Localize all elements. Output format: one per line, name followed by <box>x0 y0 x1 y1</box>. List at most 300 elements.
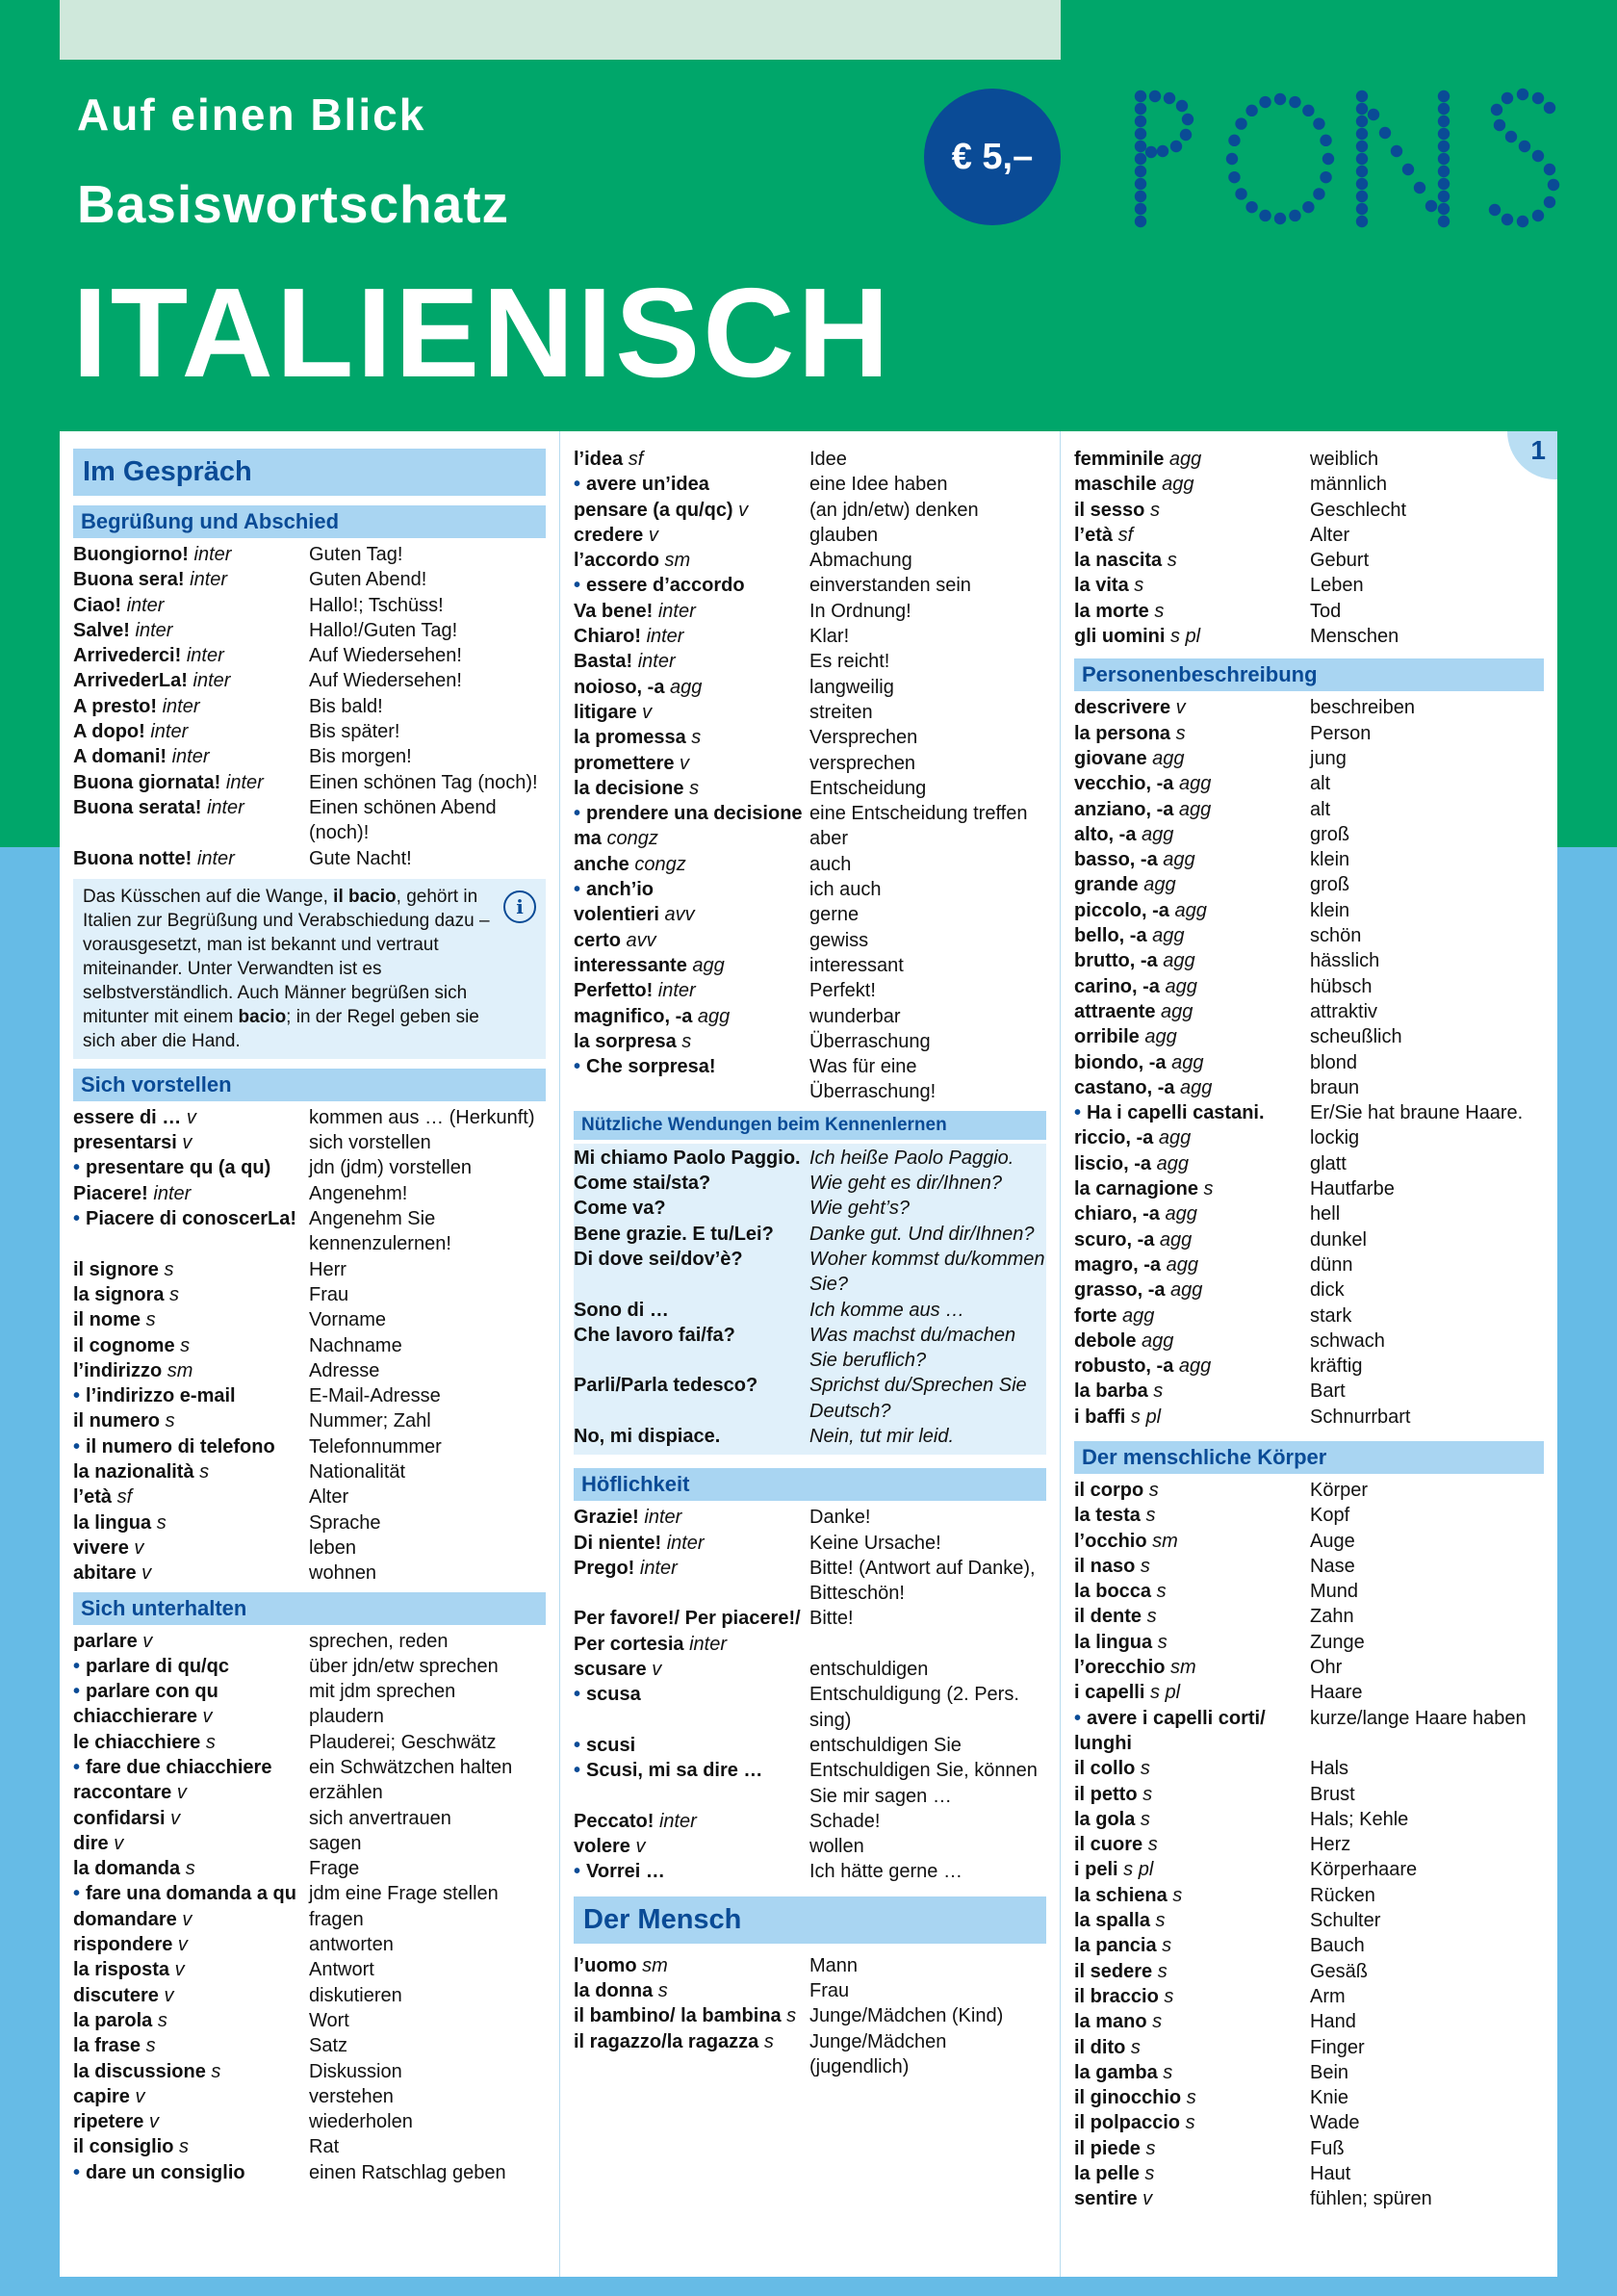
german-translation: Wie geht es dir/Ihnen? <box>809 1173 1002 1195</box>
german-translation: Schulter <box>1310 1910 1381 1932</box>
german-translation: Angenehm! <box>309 1182 408 1204</box>
german-translation: Angenehm Sie kennenzulernen! <box>309 1208 451 1255</box>
vocab-row <box>574 523 1046 548</box>
logo-dot <box>1438 116 1450 127</box>
bullet-icon: • <box>574 1056 581 1078</box>
german-translation: Abmachung <box>809 550 912 572</box>
logo-dot <box>1548 179 1559 191</box>
phrase-row <box>574 1196 1046 1221</box>
italian-term: la lingua s <box>73 1511 167 1534</box>
german-translation: Vorname <box>309 1309 387 1331</box>
vocab-row <box>1074 1176 1544 1201</box>
vocab-row <box>1074 1959 1544 1984</box>
vocab-row <box>1074 1908 1544 1933</box>
logo-dot <box>1135 216 1146 227</box>
vocab-row <box>1074 1933 1544 1958</box>
german-translation: Er/Sie hat braune Haare. <box>1310 1102 1524 1124</box>
vocab-row <box>1074 1604 1544 1629</box>
italian-term: magnifico, -a agg <box>574 1005 731 1027</box>
german-translation: ein Schwätzchen halten <box>309 1756 513 1778</box>
logo-dot <box>1149 90 1161 102</box>
german-translation: beschreiben <box>1310 697 1415 719</box>
vocab-row <box>73 1679 546 1704</box>
vocab-list <box>73 1105 546 1587</box>
italian-term: • Piacere di conoscerLa! <box>73 1208 296 1230</box>
german-translation: einen Ratschlag geben <box>309 2161 506 2183</box>
german-translation: Nachname <box>309 1334 402 1356</box>
logo-dot <box>1438 166 1450 177</box>
italian-term: • presentare qu (a qu) <box>73 1157 271 1179</box>
vocab-row <box>73 1831 546 1856</box>
italian-term: Arrivederci! inter <box>73 645 224 667</box>
german-translation: sagen <box>309 1832 362 1854</box>
vocab-row <box>73 1957 546 1982</box>
italian-term: biondo, -a agg <box>1074 1051 1204 1073</box>
german-translation: versprechen <box>809 752 916 774</box>
italian-term: la testa s <box>1074 1505 1156 1527</box>
logo-dot <box>1245 201 1257 213</box>
italian-term: certo avv <box>574 929 656 951</box>
german-translation: glatt <box>1310 1152 1347 1174</box>
vocab-row <box>73 1755 546 1780</box>
german-translation: Frau <box>309 1283 349 1305</box>
german-translation: alt <box>1310 798 1331 820</box>
vocab-row <box>1074 771 1544 796</box>
logo-dot <box>1170 141 1182 152</box>
italian-term: la frase s <box>73 2035 156 2057</box>
bullet-icon: • <box>73 1655 81 1677</box>
italian-term: la discussione s <box>73 2060 221 2082</box>
logo-dot <box>1491 104 1502 116</box>
italian-term: femminile agg <box>1074 449 1202 470</box>
italian-term: il collo s <box>1074 1758 1150 1780</box>
german-translation: Finger <box>1310 2036 1365 2058</box>
logo-dot <box>1438 153 1450 165</box>
logo-dot <box>1259 210 1270 221</box>
german-translation: Entschuldigung (2. Pers. sing) <box>809 1684 1019 1731</box>
german-translation: Idee <box>809 449 847 470</box>
german-translation: Arm <box>1310 1985 1346 2007</box>
german-translation: Wade <box>1310 2112 1360 2134</box>
logo-dot <box>1135 128 1146 140</box>
phrase-row <box>574 1424 1046 1449</box>
italian-term: Mi chiamo Paolo Paggio. <box>574 1147 801 1169</box>
german-translation: Nummer; Zahl <box>309 1410 431 1432</box>
logo-dot <box>1302 201 1314 213</box>
italian-term: • parlare con qu <box>73 1681 218 1703</box>
logo-dot <box>1356 103 1368 115</box>
german-translation: Geschlecht <box>1310 499 1407 521</box>
italian-term: la promessa s <box>574 727 702 749</box>
vocab-row <box>574 1054 1046 1105</box>
german-translation: kommen aus … (Herkunft) <box>309 1106 535 1128</box>
german-translation: Telefonnummer <box>309 1435 442 1458</box>
column-3 <box>1061 431 1557 2277</box>
vocab-row <box>574 751 1046 776</box>
german-translation: Schnurrbart <box>1310 1406 1411 1428</box>
logo-dot <box>1157 145 1168 157</box>
vocab-row <box>574 498 1046 523</box>
bullet-icon: • <box>574 879 581 901</box>
italian-term: debole agg <box>1074 1329 1174 1352</box>
italian-term: grasso, -a agg <box>1074 1279 1203 1302</box>
vocab-row <box>574 548 1046 573</box>
vocab-row <box>73 1932 546 1957</box>
logo-dot <box>1368 109 1379 120</box>
logo-dot <box>1135 203 1146 215</box>
italian-term: • essere d’accordo <box>574 575 745 597</box>
bullet-icon: • <box>574 1684 581 1706</box>
italian-term: liscio, -a agg <box>1074 1152 1189 1174</box>
italian-term: il cuore s <box>1074 1834 1158 1856</box>
italian-term: il piede s <box>1074 2137 1156 2159</box>
vocab-row <box>73 1881 546 1906</box>
logo-dot <box>1356 178 1368 190</box>
subsection-heading: Begrüßung und Abschied <box>73 505 546 538</box>
german-translation: Woher kommst du/kommen Sie? <box>809 1248 1045 1296</box>
logo-dot <box>1402 164 1414 175</box>
vocab-row <box>1074 1125 1544 1150</box>
logo-dot <box>1517 89 1528 100</box>
vocab-list <box>73 542 546 871</box>
logo-dot <box>1356 191 1368 202</box>
bullet-icon: • <box>73 1756 81 1778</box>
italian-term: maschile agg <box>1074 474 1194 496</box>
italian-term: robusto, -a agg <box>1074 1355 1212 1378</box>
logo-dot <box>1135 166 1146 177</box>
german-translation: aber <box>809 828 849 850</box>
german-translation: fragen <box>309 1908 364 1930</box>
logo-dot <box>1544 196 1555 208</box>
bullet-icon: • <box>574 1861 581 1883</box>
italian-term: anziano, -a agg <box>1074 798 1212 820</box>
italian-term: la spalla s <box>1074 1910 1166 1932</box>
italian-term: descrivere v <box>1074 697 1186 719</box>
italian-term: castano, -a agg <box>1074 1076 1213 1098</box>
german-translation: Haut <box>1310 2163 1351 2184</box>
vocab-row <box>73 1206 546 1257</box>
german-translation: diskutieren <box>309 1984 402 2006</box>
vocab-row <box>73 1780 546 1805</box>
german-translation: gewiss <box>809 929 869 951</box>
german-translation: Bitte! <box>809 1608 854 1630</box>
vocab-row <box>73 1561 546 1586</box>
italian-term: A dopo! inter <box>73 721 189 743</box>
vocab-row <box>1074 1655 1544 1680</box>
german-translation: Herz <box>1310 1834 1351 1856</box>
logo-dot <box>1180 129 1192 141</box>
german-translation: Plauderei; Geschwätz <box>309 1731 497 1753</box>
italian-term: Basta! inter <box>574 651 676 673</box>
vocab-row <box>73 618 546 643</box>
italian-term: ma congz <box>574 828 658 850</box>
logo-dot <box>1289 96 1300 108</box>
vocab-row <box>574 447 1046 472</box>
german-translation: wiederholen <box>309 2111 413 2133</box>
column-1 <box>60 431 560 2277</box>
german-translation: männlich <box>1310 474 1388 496</box>
vocabulary-sheet <box>60 431 1557 2277</box>
vocab-list <box>574 447 1046 1105</box>
italian-term: Per favore!/ Per piacere!/ Per cortesia inter <box>574 1608 801 1655</box>
section-heading: Im Gespräch <box>73 449 546 496</box>
vocab-row <box>574 1505 1046 1530</box>
vocab-row <box>1074 1201 1544 1226</box>
italian-term: Bene grazie. E tu/Lei? <box>574 1223 774 1245</box>
bullet-icon: • <box>73 1157 81 1179</box>
italian-term: • avere i capelli corti/ lunghi <box>1074 1707 1266 1754</box>
german-translation: E-Mail-Adresse <box>309 1385 441 1407</box>
german-translation: Versprechen <box>809 727 918 749</box>
italian-term: orribile agg <box>1074 1026 1177 1048</box>
vocab-row <box>1074 1227 1544 1252</box>
vocab-row <box>574 1004 1046 1029</box>
vocab-row <box>73 1434 546 1459</box>
vocab-row <box>73 795 546 846</box>
german-translation: schwach <box>1310 1329 1385 1352</box>
italian-term: il petto s <box>1074 1783 1153 1805</box>
bullet-icon: • <box>73 2161 81 2183</box>
german-translation: einverstanden sein <box>809 575 971 597</box>
logo-dot <box>1320 135 1331 146</box>
german-translation: Danke gut. Und dir/Ihnen? <box>809 1223 1035 1245</box>
italian-term: la parola s <box>73 2009 167 2031</box>
german-translation: über jdn/etw sprechen <box>309 1655 499 1677</box>
logo-dot <box>1356 153 1368 165</box>
vocab-row <box>73 593 546 618</box>
italian-term: basso, -a agg <box>1074 849 1195 871</box>
logo-dot <box>1245 105 1257 116</box>
german-translation: Leben <box>1310 575 1364 597</box>
italian-term: Perfetto! inter <box>574 980 696 1002</box>
italian-term: la persona s <box>1074 722 1186 744</box>
column-2 <box>560 431 1061 2277</box>
logo-dot <box>1228 171 1240 183</box>
vocab-row <box>1074 1277 1544 1303</box>
german-translation: Diskussion <box>309 2060 402 2082</box>
bullet-icon: • <box>73 1883 81 1905</box>
german-translation: Bitte! (Antwort auf Danke), Bitteschön! <box>809 1557 1036 1605</box>
logo-dot <box>1302 105 1314 116</box>
german-translation: Einen schönen Abend (noch)! <box>309 796 497 844</box>
vocab-row <box>1074 1024 1544 1049</box>
vocab-row <box>1074 2035 1544 2060</box>
italian-term: litigare v <box>574 701 653 723</box>
vocab-row <box>73 1535 546 1561</box>
italian-term: Di niente! inter <box>574 1532 705 1554</box>
italian-term: presentarsi v <box>73 1132 192 1154</box>
logo-dot <box>1228 135 1240 146</box>
vocab-row <box>574 1531 1046 1556</box>
vocab-row <box>1074 1354 1544 1379</box>
vocab-row <box>73 542 546 567</box>
vocab-row <box>1074 599 1544 624</box>
italian-term: dire v <box>73 1832 124 1854</box>
vocab-row <box>574 953 1046 978</box>
german-translation: Junge/Mädchen (Kind) <box>809 2005 1004 2027</box>
italian-term: il polpaccio s <box>1074 2112 1195 2134</box>
logo-dot <box>1135 116 1146 127</box>
italian-term: ArrivederLa! inter <box>73 670 231 692</box>
bullet-icon: • <box>73 1385 81 1407</box>
vocab-row <box>1074 2186 1544 2211</box>
info-icon: i <box>503 890 536 923</box>
german-translation: (an jdn/etw) denken <box>809 499 979 521</box>
vocab-row <box>73 744 546 769</box>
vocab-row <box>574 1733 1046 1758</box>
italian-term: sentire v <box>1074 2188 1153 2210</box>
german-translation: Auge <box>1310 1530 1355 1552</box>
italian-term: chiaro, -a agg <box>1074 1203 1197 1225</box>
german-translation: Rat <box>309 2136 340 2158</box>
subsection-heading: Personenbeschreibung <box>1074 658 1544 691</box>
vocab-row <box>1074 523 1544 548</box>
vocab-row <box>1074 2136 1544 2161</box>
german-translation: klein <box>1310 899 1350 921</box>
vocab-row <box>574 902 1046 927</box>
vocab-row <box>574 1834 1046 1859</box>
italian-term: noioso, -a agg <box>574 676 703 698</box>
german-translation: Mund <box>1310 1581 1359 1603</box>
german-translation: leben <box>309 1536 356 1559</box>
logo-dot <box>1502 92 1513 104</box>
italian-term: • prendere una decisione <box>574 803 803 825</box>
vocab-row <box>73 719 546 744</box>
german-translation: dunkel <box>1310 1228 1367 1251</box>
italian-term: Ciao! inter <box>73 594 165 616</box>
german-translation: Geburt <box>1310 550 1370 572</box>
italian-term: Piacere! inter <box>73 1182 192 1204</box>
bullet-icon: • <box>73 1208 81 1230</box>
italian-term: carino, -a agg <box>1074 975 1197 997</box>
italian-term: il braccio s <box>1074 1985 1174 2007</box>
italian-term: la pelle s <box>1074 2163 1155 2184</box>
logo-dot <box>1274 213 1286 224</box>
german-translation: Klar! <box>809 626 850 648</box>
vocab-row <box>73 1181 546 1206</box>
vocab-row <box>73 1907 546 1932</box>
italian-term: piccolo, -a agg <box>1074 899 1207 921</box>
vocab-row <box>73 1130 546 1155</box>
phrase-row <box>574 1171 1046 1196</box>
logo-dot <box>1356 116 1368 127</box>
german-translation: kräftig <box>1310 1355 1363 1378</box>
vocab-row <box>1074 472 1544 497</box>
vocab-row <box>73 1383 546 1408</box>
vocab-row <box>574 877 1046 902</box>
vocab-row <box>1074 1554 1544 1579</box>
vocab-list <box>1074 447 1544 649</box>
german-translation: Kopf <box>1310 1505 1350 1527</box>
logo-dot <box>1322 153 1334 165</box>
vocab-row <box>1074 999 1544 1024</box>
subtitle: Basiswortschatz <box>77 174 510 234</box>
vocab-row <box>574 2003 1046 2028</box>
german-translation: Körper <box>1310 1479 1369 1501</box>
german-translation: Entscheidung <box>809 777 927 799</box>
logo-dot <box>1438 191 1450 202</box>
vocab-row <box>73 2134 546 2159</box>
vocab-row <box>73 2160 546 2185</box>
vocab-row <box>73 1408 546 1433</box>
italian-term: il sesso s <box>1074 499 1160 521</box>
german-translation: Satz <box>309 2035 348 2057</box>
info-text: Das Küsschen auf die Wange, il bacio, gehört in Italien zur Begrüßung und Verabschiedung dazu – vorausgesetzt, man ist bekannt und vertraut miteinander. Unter Verwandten ist es selbstverständlich. Auch Männer begrüßen sich mitunter mit einem bacio; in der Regel geben sie sich aber die Hand. <box>83 886 490 1051</box>
german-translation: weiblich <box>1310 449 1379 470</box>
italian-term: l’occhio sm <box>1074 1530 1178 1552</box>
logo-dot <box>1356 90 1368 102</box>
logo-dot <box>1425 200 1437 212</box>
italian-term: Peccato! inter <box>574 1810 697 1832</box>
vocab-row <box>1074 2085 1544 2110</box>
phrase-row <box>574 1247 1046 1298</box>
series-label: Auf einen Blick <box>77 90 426 140</box>
vocab-row <box>1074 447 1544 472</box>
german-translation: Person <box>1310 722 1372 744</box>
vocab-row <box>1074 847 1544 872</box>
italian-term: l’idea sf <box>574 449 644 470</box>
vocab-row <box>73 643 546 668</box>
vocab-list <box>1074 1478 1544 2212</box>
german-translation: fühlen; spüren <box>1310 2188 1432 2210</box>
italian-term: Chiaro! inter <box>574 626 684 648</box>
italian-term: Buona serata! inter <box>73 796 244 818</box>
german-translation: Junge/Mädchen (jugendlich) <box>809 2030 947 2077</box>
vocab-row <box>1074 695 1544 720</box>
german-translation: Auf Wiedersehen! <box>309 645 462 667</box>
italian-term: il ragazzo/la ragazza s <box>574 2030 774 2052</box>
vocab-row <box>73 1510 546 1535</box>
german-translation: jdm eine Frage stellen <box>309 1883 499 1905</box>
pons-logo <box>1126 87 1569 231</box>
vocab-row <box>1074 1151 1544 1176</box>
german-translation: Hals <box>1310 1758 1349 1780</box>
german-translation: Wort <box>309 2009 349 2031</box>
italian-term: gli uomini s pl <box>1074 626 1201 648</box>
italian-term: • dare un consiglio <box>73 2161 245 2183</box>
german-translation: Alter <box>309 1486 349 1509</box>
german-translation: Nase <box>1310 1555 1355 1577</box>
german-translation: Hallo!/Guten Tag! <box>309 619 458 641</box>
vocab-row <box>574 1029 1046 1054</box>
german-translation: alt <box>1310 773 1331 795</box>
italian-term: l’età sf <box>73 1486 133 1509</box>
logo-dot <box>1226 153 1238 165</box>
italian-term: Di dove sei/dov’è? <box>574 1248 743 1270</box>
vocab-row <box>1074 797 1544 822</box>
italian-term: Va bene! inter <box>574 600 696 622</box>
italian-term: Parli/Parla tedesco? <box>574 1375 758 1397</box>
logo-dot <box>1532 210 1544 221</box>
vocab-row <box>1074 1883 1544 1908</box>
italian-term: riccio, -a agg <box>1074 1127 1192 1149</box>
italian-term: il signore s <box>73 1258 174 1280</box>
vocab-row <box>73 846 546 871</box>
italian-term: magro, -a agg <box>1074 1253 1198 1276</box>
vocab-row <box>1074 974 1544 999</box>
german-translation: Was machst du/machen Sie beruflich? <box>809 1324 1016 1372</box>
german-translation: hell <box>1310 1203 1341 1225</box>
italian-term: la nazionalità s <box>73 1461 210 1483</box>
logo-dot <box>1356 141 1368 152</box>
italian-term: il dito s <box>1074 2036 1141 2058</box>
vocab-row <box>574 1809 1046 1834</box>
german-translation: Herr <box>309 1258 346 1280</box>
italian-term: • Scusi, mi sa dire … <box>574 1760 763 1782</box>
italian-term: il dente s <box>1074 1606 1157 1628</box>
vocab-list <box>574 1953 1046 2079</box>
logo-dot <box>1438 203 1450 215</box>
